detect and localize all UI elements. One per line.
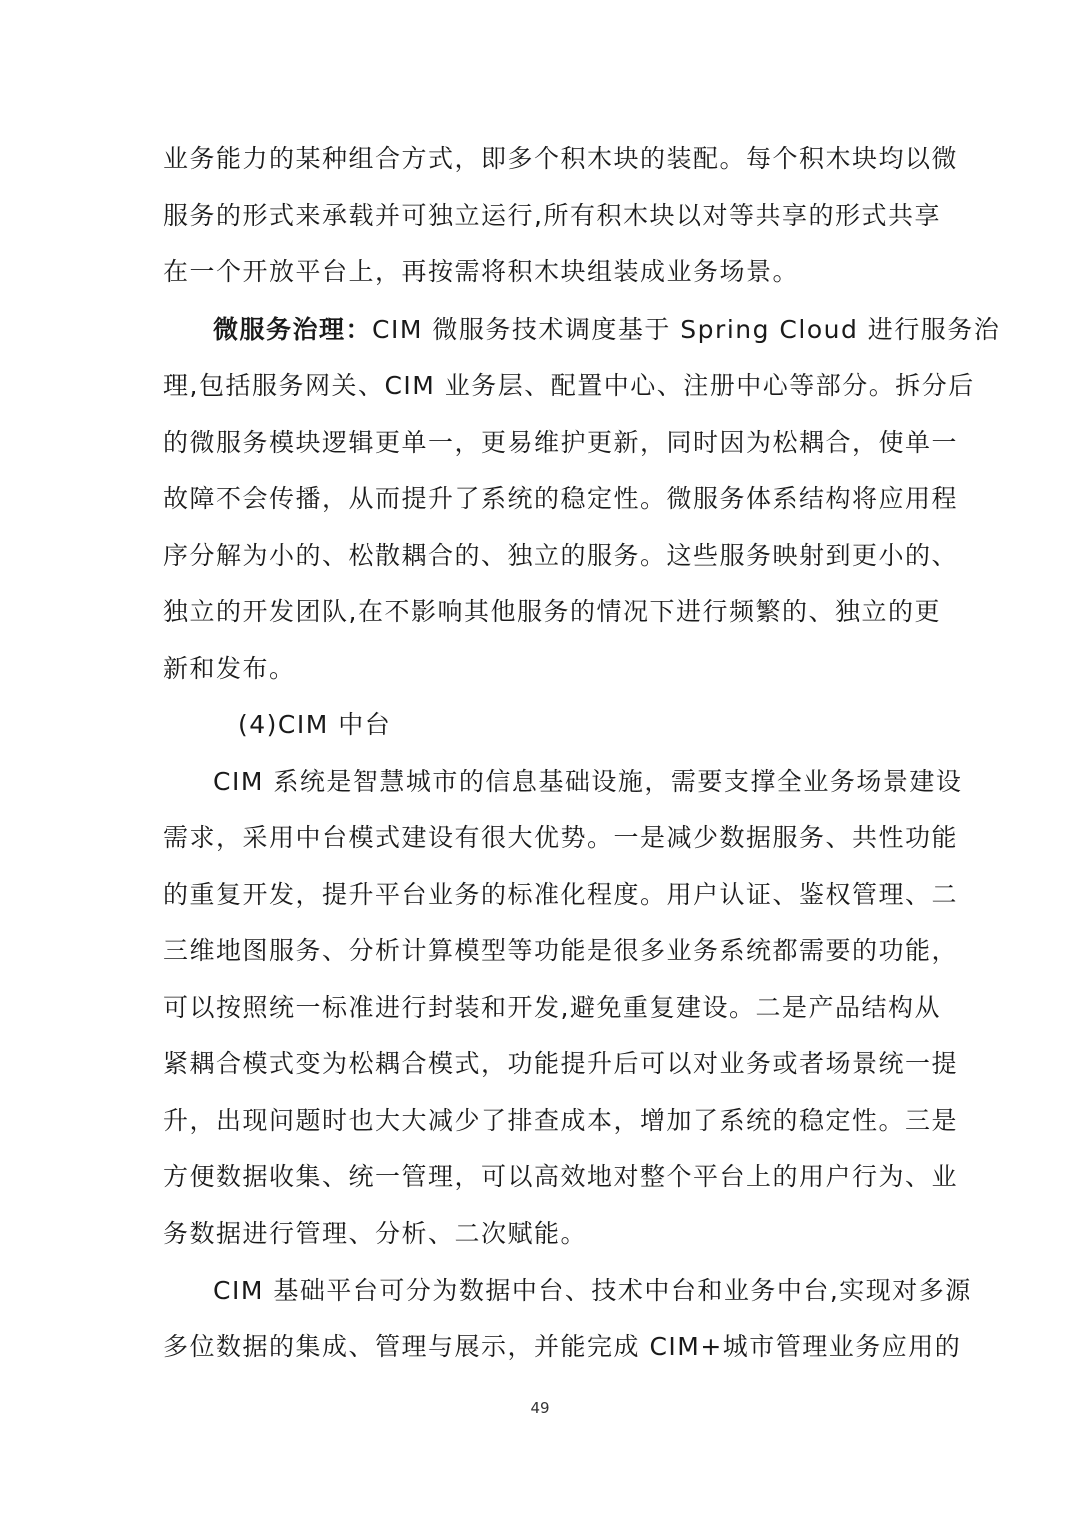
paragraph-line-rest: CIM 微服务技术调度基于 Spring Cloud 进行服务治 bbox=[372, 315, 1001, 344]
paragraph-line: 的重复开发，提升平台业务的标准化程度。用户认证、鉴权管理、二 bbox=[163, 880, 959, 909]
paragraph-lead-term: 微服务治理： bbox=[213, 315, 373, 344]
paragraph-line: 新和发布。 bbox=[163, 654, 296, 683]
paragraph-line: 多位数据的集成、管理与展示，并能完成 CIM+城市管理业务应用的 bbox=[163, 1332, 962, 1361]
page-number: 49 bbox=[530, 1399, 550, 1417]
paragraph-line: 服务的形式来承载并可独立运行,所有积木块以对等共享的形式共享 bbox=[163, 201, 941, 230]
paragraph-line: 可以按照统一标准进行封装和开发,避免重复建设。二是产品结构从 bbox=[163, 993, 941, 1022]
paragraph-line: 业务能力的某种组合方式，即多个积木块的装配。每个积木块均以微 bbox=[163, 144, 959, 173]
paragraph-line: 三维地图服务、分析计算模型等功能是很多业务系统都需要的功能， bbox=[163, 936, 959, 965]
paragraph-line: 升，出现问题时也大大减少了排查成本，增加了系统的稳定性。三是 bbox=[163, 1106, 959, 1135]
paragraph-line: CIM 基础平台可分为数据中台、技术中台和业务中台,实现对多源 bbox=[213, 1276, 972, 1305]
paragraph-line: 的微服务模块逻辑更单一，更易维护更新，同时因为松耦合，使单一 bbox=[163, 428, 959, 457]
paragraph-line: 务数据进行管理、分析、二次赋能。 bbox=[163, 1219, 588, 1248]
paragraph-line: 紧耦合模式变为松耦合模式，功能提升后可以对业务或者场景统一提 bbox=[163, 1049, 959, 1078]
paragraph-line: 在一个开放平台上，再按需将积木块组装成业务场景。 bbox=[163, 257, 800, 286]
paragraph-line: 理,包括服务网关、CIM 业务层、配置中心、注册中心等部分。拆分后 bbox=[163, 371, 975, 400]
paragraph-line: 方便数据收集、统一管理，可以高效地对整个平台上的用户行为、业 bbox=[163, 1162, 959, 1191]
paragraph-line-with-lead bbox=[213, 310, 1001, 350]
paragraph-line: 需求，采用中台模式建设有很大优势。一是减少数据服务、共性功能 bbox=[163, 823, 959, 852]
section-heading: (4)CIM 中台 bbox=[238, 710, 392, 739]
paragraph-line: CIM 系统是智慧城市的信息基础设施，需要支撑全业务场景建设 bbox=[213, 767, 963, 796]
paragraph-line: 序分解为小的、松散耦合的、独立的服务。这些服务映射到更小的、 bbox=[163, 541, 959, 570]
paragraph-line: 故障不会传播，从而提升了系统的稳定性。微服务体系结构将应用程 bbox=[163, 484, 959, 513]
paragraph-line: 独立的开发团队,在不影响其他服务的情况下进行频繁的、独立的更 bbox=[163, 597, 941, 626]
